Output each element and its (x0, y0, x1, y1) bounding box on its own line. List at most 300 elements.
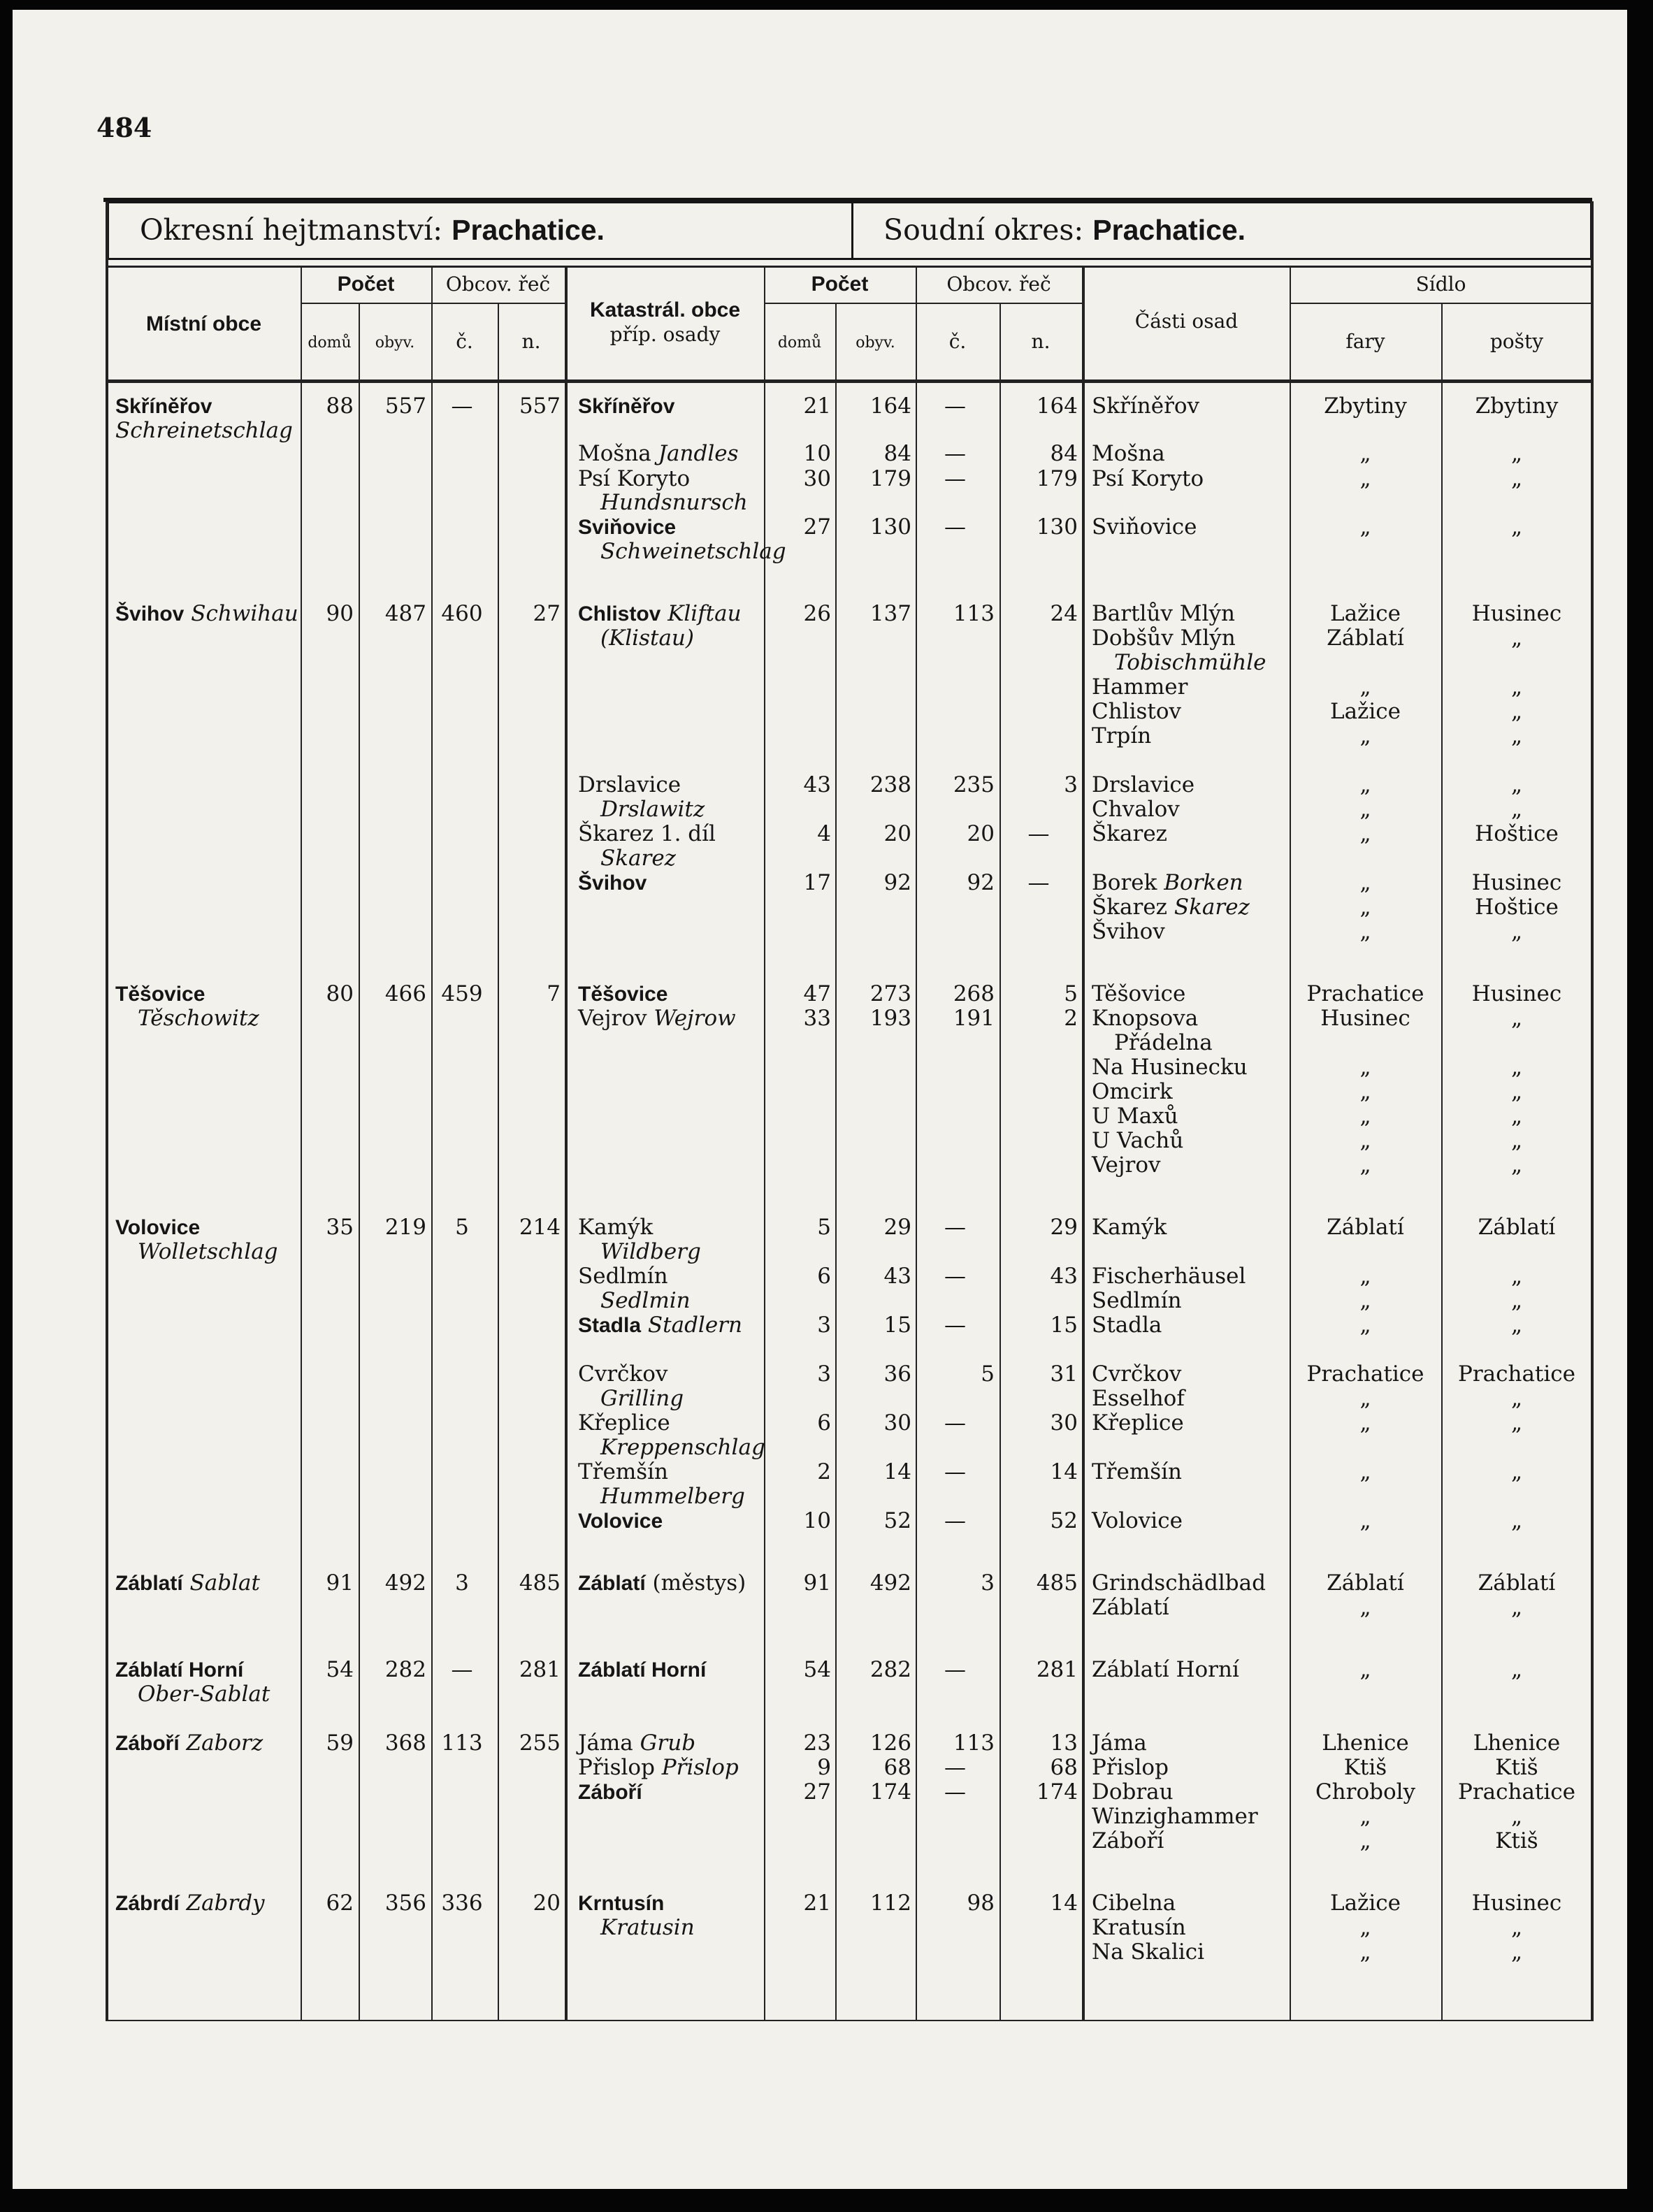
cell-fary (1290, 1570, 1441, 1596)
cell-fary (1290, 725, 1441, 747)
cell-n2-text: 485 (1036, 1570, 1078, 1596)
cell-cast-text: Vejrov (1092, 1152, 1161, 1178)
cell-mo (138, 1684, 297, 1705)
cell-ko (578, 1659, 761, 1681)
cell-n (498, 983, 561, 1005)
col-cadastral-line1: Katastrál. obce (589, 298, 741, 321)
cell-d2-text: 2 (817, 1459, 831, 1484)
cell-cast-text: Volovice (1092, 1508, 1183, 1533)
cell-fary-text: „ (1359, 1828, 1371, 1853)
cell-posty (1441, 1730, 1592, 1756)
table-left-border (106, 201, 108, 2021)
cell-posty (1441, 1081, 1592, 1103)
cell-cast-text: Fischerhäusel (1092, 1264, 1246, 1289)
cell-ko-text: Třemšín (578, 1459, 669, 1484)
cell-d2-text: 43 (803, 772, 831, 797)
cell-cast-text: Sviňovice (1092, 514, 1197, 540)
cell-d2-text: 3 (817, 1361, 831, 1387)
col-divider-3 (431, 266, 433, 2021)
cell-fary-text: „ (1359, 1386, 1371, 1411)
cell-posty (1441, 1388, 1592, 1410)
cell-n2 (999, 1461, 1078, 1483)
cell-c2 (916, 774, 995, 796)
cell-c2-text: 191 (953, 1006, 995, 1031)
cell-c2-text: — (944, 1410, 966, 1436)
cell-c2-text: 20 (967, 821, 995, 846)
cell-fary-text: „ (1359, 797, 1371, 822)
cell-fary-text: Lažice (1329, 1891, 1401, 1916)
cell-cast-text: Kamýk (1092, 1215, 1167, 1240)
cell-n2 (999, 468, 1078, 490)
cell-ko (578, 1412, 761, 1434)
cell-c2 (916, 983, 995, 1005)
cell-fary-text: Záblatí (1327, 1570, 1404, 1596)
cell-c2-text: — (944, 1508, 966, 1533)
col-divider-10 (1082, 266, 1085, 2021)
cell-d2 (764, 1570, 831, 1596)
cell-d2 (764, 1757, 831, 1779)
cell-cast (1092, 393, 1287, 419)
cell-n2-text: 43 (1050, 1264, 1078, 1289)
cell-posty (1441, 1461, 1592, 1483)
cell-obyv (359, 1730, 426, 1756)
cell-cast-text: Kratusín (1092, 1915, 1186, 1940)
cell-posty (1441, 1939, 1592, 1965)
cell-ko (600, 1241, 761, 1263)
cell-ko (600, 1388, 761, 1410)
cell-dom (301, 1570, 354, 1596)
cell-fary (1290, 921, 1441, 943)
cell-ko-text: Vejrov (578, 1006, 647, 1031)
cell-posty (1441, 1830, 1592, 1852)
cell-cast-text: Hammer (1092, 674, 1188, 700)
col-german-2: n. (1031, 330, 1051, 353)
cell-d2 (764, 1361, 831, 1387)
cell-dom (301, 1217, 354, 1238)
cell-fary-text: Zbytiny (1324, 393, 1407, 419)
cell-fary-text: „ (1359, 821, 1371, 846)
cell-fary (1290, 1057, 1441, 1078)
cell-fary-text: „ (1359, 1459, 1371, 1484)
cell-mo-text: Záblatí (115, 1572, 183, 1595)
cell-c2 (916, 1730, 995, 1756)
cell-d2-text: 54 (803, 1657, 831, 1682)
cell-n2 (999, 1781, 1078, 1803)
cell-posty (1441, 1315, 1592, 1336)
header-bottom-rule (107, 379, 1592, 383)
cell-d2 (764, 1315, 831, 1336)
cell-d2 (764, 823, 831, 845)
cell-o2-text: 30 (883, 1410, 911, 1436)
cell-cast (1092, 897, 1287, 918)
cell-c2 (916, 823, 995, 845)
cell-n2-text: 15 (1050, 1313, 1078, 1338)
cell-ko-text: Skarez (600, 846, 677, 871)
cell-posty (1441, 1570, 1592, 1596)
cell-ko-german-name: Jandles (658, 441, 739, 466)
cell-n2 (999, 983, 1078, 1005)
cell-d2 (764, 1266, 831, 1287)
cell-c2 (916, 603, 995, 625)
cell-ko-text: Záboří (578, 1781, 642, 1804)
cell-d2-text: 6 (817, 1264, 831, 1289)
cell-cast-text: Stadla (1092, 1313, 1162, 1338)
cell-c2 (916, 1412, 995, 1434)
cell-d2 (764, 872, 831, 894)
cell-o2-text: 14 (883, 1459, 911, 1484)
cell-cast (1092, 674, 1287, 700)
cell-posty-text: „ (1510, 466, 1523, 491)
cell-posty-text: „ (1510, 797, 1523, 822)
cell-mo (115, 1730, 297, 1756)
cell-fary (1290, 1830, 1441, 1852)
cell-cast-text: Tobischmühle (1114, 650, 1266, 675)
cell-cast (1092, 1081, 1287, 1103)
cell-n2 (999, 1315, 1078, 1336)
cell-n2 (999, 872, 1078, 894)
cell-ko-text: Přislop (578, 1755, 655, 1780)
cell-n2 (999, 1757, 1078, 1779)
cell-cast-text: Bartlův Mlýn (1092, 601, 1235, 626)
cell-n-text: 7 (547, 981, 561, 1006)
cell-fary-text: „ (1359, 1128, 1371, 1153)
cell-o2-text: 36 (883, 1361, 911, 1387)
cell-cast-text: Mošna (1092, 441, 1165, 466)
cell-d2 (764, 443, 831, 465)
cell-c-text: 336 (441, 1891, 483, 1916)
cell-cast (1092, 1008, 1287, 1029)
cell-o2 (835, 1361, 911, 1387)
cell-mo-text: Schreinetschlag (115, 418, 293, 443)
cell-posty-text: „ (1510, 1104, 1523, 1129)
cell-o2 (835, 983, 911, 1005)
cell-fary-text: „ (1359, 1508, 1371, 1533)
cell-c2-text: 98 (967, 1891, 995, 1916)
cell-ko (578, 1315, 761, 1336)
cell-ko (578, 1893, 761, 1914)
cell-posty (1441, 1757, 1592, 1779)
cell-c2-text: 92 (967, 870, 995, 895)
cell-n2-text: 3 (1064, 772, 1078, 797)
cell-c2-text: — (944, 1313, 966, 1338)
cell-fary-text: „ (1359, 1410, 1371, 1436)
cell-o2 (835, 603, 911, 625)
cell-cast-text: Trpín (1092, 723, 1152, 749)
cell-posty-text: Prachatice (1457, 1361, 1576, 1387)
cell-fary-text: Chroboly (1315, 1779, 1416, 1805)
cell-posty (1441, 1008, 1592, 1029)
cell-mo-text: Těšovice (115, 983, 205, 1006)
cell-ko-text: Psí Koryto (578, 466, 691, 491)
cell-cast-text: Přislop (1092, 1755, 1169, 1780)
cell-obyv (359, 1570, 426, 1596)
cell-cast-text: Drslavice (1092, 772, 1195, 797)
cell-obyv-text: 282 (384, 1657, 426, 1682)
cell-posty (1441, 799, 1592, 821)
cell-n2 (999, 1412, 1078, 1434)
cell-dom (301, 983, 354, 1005)
cell-posty-text: „ (1510, 1288, 1523, 1313)
cell-obyv (359, 1217, 426, 1238)
cell-d2 (764, 468, 831, 490)
cell-n2 (999, 774, 1078, 796)
cell-dom (301, 603, 354, 625)
cell-posty (1441, 603, 1592, 625)
cell-cast (1092, 1266, 1287, 1287)
cell-n-text: 20 (533, 1891, 561, 1916)
cell-fary (1290, 1659, 1441, 1681)
cell-ko (600, 492, 761, 514)
cell-dom (301, 1730, 354, 1756)
cell-obyv-text: 356 (384, 1891, 426, 1916)
cell-fary-text: Lhenice (1322, 1730, 1409, 1756)
cell-obyv (359, 1893, 426, 1914)
col-divider-1 (301, 266, 302, 2021)
cell-mo (115, 983, 297, 1005)
cell-fary (1290, 1730, 1441, 1756)
cell-n2-text: 52 (1050, 1508, 1078, 1533)
cell-n2-text: 174 (1036, 1779, 1078, 1805)
cell-ko (578, 1217, 761, 1238)
cell-ko (600, 848, 761, 869)
col-parts: Části osad (1134, 310, 1239, 333)
cell-posty (1441, 725, 1592, 747)
cell-posty (1441, 1290, 1592, 1312)
cell-o2-text: 273 (869, 981, 911, 1006)
cell-mo-text: Volovice (115, 1216, 201, 1239)
cell-posty (1441, 443, 1592, 465)
cell-ko-text: Schweinetschlag (600, 539, 786, 564)
cell-n (498, 1893, 561, 1914)
cell-ko (578, 1730, 761, 1756)
cell-d2 (764, 1659, 831, 1681)
cell-ko (600, 1290, 761, 1312)
cell-c (431, 393, 493, 419)
cell-d2 (764, 1510, 831, 1532)
cell-cast (1092, 1106, 1287, 1127)
cell-cast-text: Grindschädlbad (1092, 1570, 1266, 1596)
cell-cast-text: Psí Koryto (1092, 466, 1204, 491)
cell-n2 (999, 1659, 1078, 1681)
cell-fary (1290, 1917, 1441, 1939)
cell-o2-text: 68 (883, 1755, 911, 1780)
cell-cast (1092, 1130, 1287, 1152)
cell-fary (1290, 1106, 1441, 1127)
cell-c2 (916, 1757, 995, 1779)
cell-ko (578, 823, 761, 845)
cell-cast-text: Cvrčkov (1092, 1361, 1182, 1387)
cell-c2 (916, 1461, 995, 1483)
cell-cast-german-name: Borken (1164, 870, 1243, 895)
cell-mo-text: Zábrdí (115, 1892, 180, 1915)
cell-posty-text: „ (1510, 1055, 1523, 1080)
cell-ko (578, 1461, 761, 1483)
cell-o2-text: 84 (883, 441, 911, 466)
cell-posty (1441, 1597, 1592, 1619)
cell-c (431, 1730, 493, 1756)
col-divider-5 (565, 266, 568, 2021)
cell-ko-text: Mošna (578, 441, 651, 466)
cell-n2 (999, 393, 1078, 419)
cell-fary (1290, 1361, 1441, 1387)
cell-o2-text: 15 (883, 1313, 911, 1338)
cell-cast-text: Borek (1092, 870, 1157, 895)
cell-ko (578, 1570, 761, 1596)
cell-posty (1441, 1217, 1592, 1238)
cell-n2 (999, 1008, 1078, 1029)
cell-d2-text: 91 (803, 1570, 831, 1596)
cell-posty-text: Lhenice (1473, 1730, 1561, 1756)
cell-d2-text: 9 (817, 1755, 831, 1780)
cell-mo-text: Wolletschlag (138, 1239, 278, 1264)
cell-ko (578, 468, 761, 490)
cell-posty (1441, 1057, 1592, 1078)
cell-ko-text: Sedlmin (600, 1288, 691, 1313)
cell-cast (1092, 725, 1287, 747)
cell-ko-text: Jáma (578, 1730, 633, 1756)
table-bottom-rule (106, 2020, 1594, 2021)
cell-ko (578, 872, 761, 894)
cell-c2-text: — (944, 441, 966, 466)
cell-cast-text: Na Skalici (1092, 1939, 1205, 1965)
cell-posty (1441, 1361, 1592, 1387)
cell-cast-text: Skříněřov (1092, 393, 1200, 419)
cell-cast-text: Škarez (1092, 821, 1168, 846)
cell-c2-text: 113 (953, 601, 995, 626)
cell-c2-text: 3 (981, 1570, 995, 1596)
cell-cast (1092, 921, 1287, 943)
cell-o2-text: 92 (883, 870, 911, 895)
cell-n2 (999, 1570, 1078, 1596)
col-divider-2 (359, 303, 360, 2021)
cell-o2-text: 126 (869, 1730, 911, 1756)
cell-dom-text: 91 (326, 1570, 354, 1596)
cell-dom-text: 90 (326, 601, 354, 626)
cell-c-text: 460 (441, 601, 483, 626)
cell-posty (1441, 1510, 1592, 1532)
cell-mo-text: Záboří (115, 1732, 180, 1755)
cell-n2 (999, 1730, 1078, 1756)
cell-o2-text: 29 (883, 1215, 911, 1240)
cell-mo-text: Skříněřov (115, 395, 212, 418)
cell-fary (1290, 1152, 1441, 1178)
cell-c2-text: — (944, 1657, 966, 1682)
cell-fary (1290, 872, 1441, 894)
cell-o2-text: 282 (869, 1657, 911, 1682)
cell-cast-text: U Vachů (1092, 1128, 1184, 1153)
cell-posty-text: Hoštice (1475, 821, 1559, 846)
cell-mo (115, 420, 297, 442)
cell-n2 (999, 1266, 1078, 1287)
cell-ko-text: Kratusin (600, 1915, 695, 1940)
cell-c2-text: — (944, 1459, 966, 1484)
cell-n2-text: 130 (1036, 514, 1078, 540)
cell-d2 (764, 774, 831, 796)
cell-n2 (999, 1510, 1078, 1532)
cell-cast (1092, 1412, 1287, 1434)
cell-posty-text: Ktiš (1495, 1755, 1538, 1780)
cell-ko (578, 1757, 761, 1779)
cell-c2-text: — (944, 393, 966, 419)
cell-fary (1290, 393, 1441, 419)
cell-mo (138, 1008, 297, 1029)
cell-n2 (999, 603, 1078, 625)
cell-fary (1290, 701, 1441, 723)
cell-dom (301, 1659, 354, 1681)
cell-c2 (916, 516, 995, 538)
cell-posty-text: Hoštice (1475, 895, 1559, 920)
cell-fary (1290, 1217, 1441, 1238)
cell-ko-german-name: Stadlern (647, 1313, 742, 1338)
cell-cast (1092, 1570, 1287, 1596)
cell-posty (1441, 674, 1592, 700)
cell-cast (1092, 1057, 1287, 1078)
cell-cast-text: Esselhof (1092, 1386, 1185, 1411)
cell-fary-text: „ (1359, 674, 1371, 700)
cell-o2 (835, 516, 911, 538)
cell-ko (578, 1008, 761, 1029)
cell-n (498, 393, 561, 419)
cell-cast-text: Dobrau (1092, 1779, 1174, 1805)
cell-cast-text: Dobšův Mlýn (1092, 626, 1236, 651)
cell-posty-text: „ (1510, 1657, 1523, 1682)
cell-n2 (999, 516, 1078, 538)
cell-n2-text: 14 (1050, 1459, 1078, 1484)
cell-fary (1290, 1315, 1441, 1336)
cell-posty-text: „ (1510, 626, 1523, 651)
cell-mo (115, 603, 297, 625)
cell-n2-text: 164 (1036, 393, 1078, 419)
cell-c (431, 1659, 493, 1681)
cell-d2-text: 23 (803, 1730, 831, 1756)
cell-o2-text: 52 (883, 1508, 911, 1533)
cell-posty-text: „ (1510, 1313, 1523, 1338)
cell-c (431, 1217, 493, 1238)
cell-c2 (916, 1361, 995, 1387)
cell-c2-text: 113 (953, 1730, 995, 1756)
cell-fary-text: „ (1359, 772, 1371, 797)
cell-fary (1290, 1510, 1441, 1532)
cell-cast-text: Knopsova (1092, 1006, 1199, 1031)
cell-posty-text: „ (1510, 1152, 1523, 1178)
cell-fary-text: „ (1359, 919, 1371, 944)
cell-ko-text: Sedlmín (578, 1264, 668, 1289)
cell-obyv-text: 368 (384, 1730, 426, 1756)
cell-o2-text: 20 (883, 821, 911, 846)
cell-fary-text: „ (1359, 870, 1371, 895)
cell-posty-text: „ (1510, 1386, 1523, 1411)
cell-fary-text: Záblatí (1327, 1215, 1404, 1240)
cell-n-text: 255 (519, 1730, 561, 1756)
cell-cast (1092, 1659, 1287, 1681)
cell-o2 (835, 1781, 911, 1803)
cell-c2-text: — (944, 1215, 966, 1240)
cell-mo-text: Ober-Sablat (138, 1682, 270, 1707)
cell-n (498, 1570, 561, 1596)
cell-d2 (764, 1412, 831, 1434)
cell-ko (600, 1486, 761, 1508)
cell-n2-text: 30 (1050, 1410, 1078, 1436)
cell-c2 (916, 393, 995, 419)
cell-ko (600, 628, 761, 649)
cell-c2-text: — (944, 466, 966, 491)
cell-fary (1290, 1893, 1441, 1914)
cell-ko (578, 774, 761, 796)
cell-obyv-text: 487 (384, 601, 426, 626)
cell-o2 (835, 1217, 911, 1238)
cell-o2-text: 174 (869, 1779, 911, 1805)
cell-ko (578, 1266, 761, 1287)
